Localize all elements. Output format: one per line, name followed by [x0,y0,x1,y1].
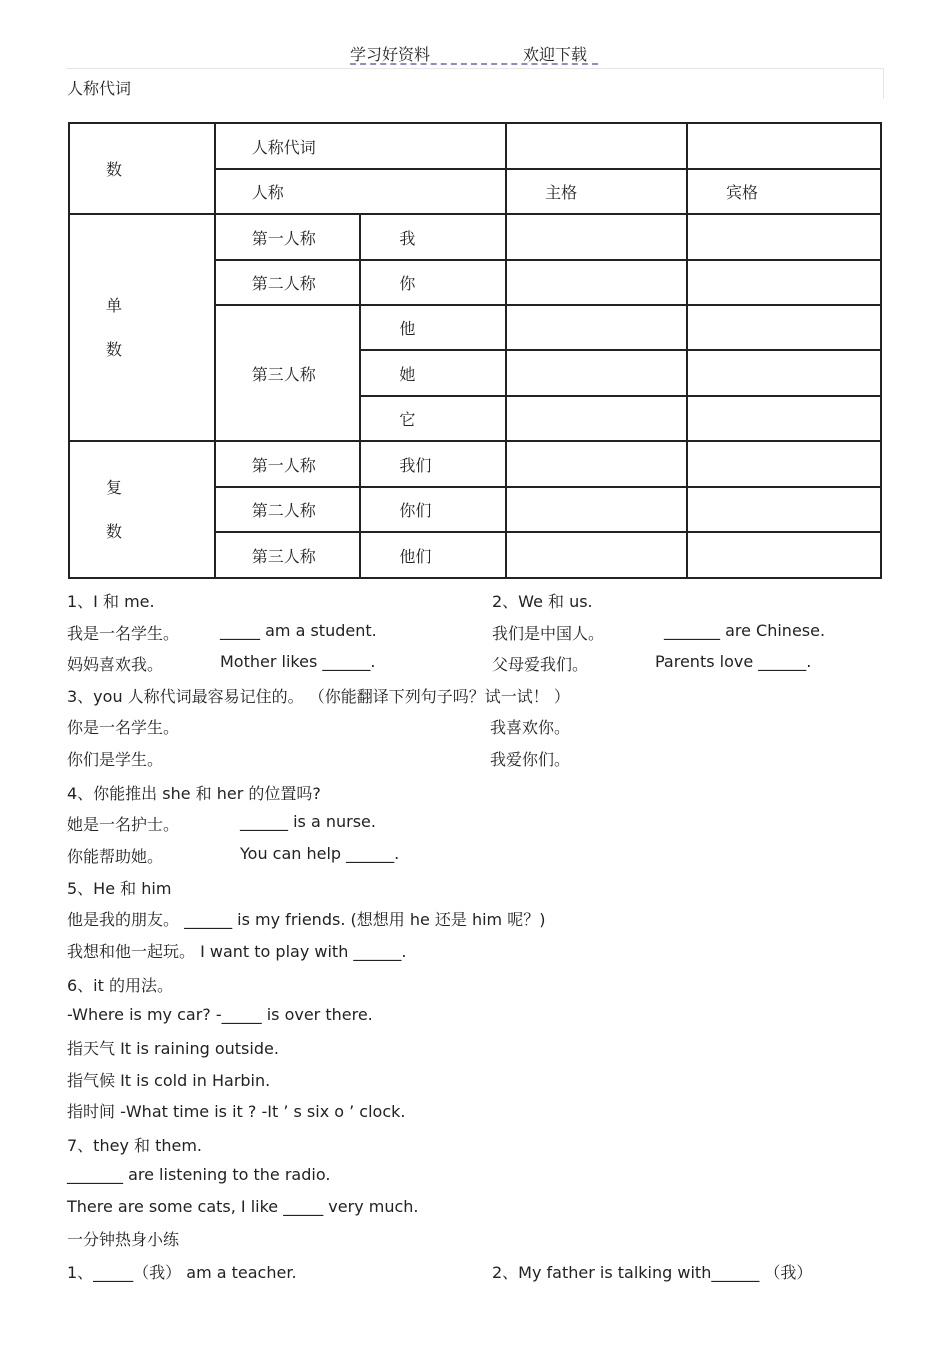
table-cell [506,123,687,169]
q3-b: 我喜欢你。 [490,718,571,737]
q1-title: 1、I 和 me. [67,592,155,611]
q2-en2: Parents love ______. [655,652,812,671]
singular-label-2: 数 [106,339,123,359]
table-row [69,123,881,169]
q5-line2: 我想和他一起玩。 I want to play with ______. [67,942,407,961]
header-right-text: 欢迎下载 [523,45,588,64]
warmup-item-1: 1、_____（我） am a teacher. [67,1263,297,1282]
person-cell: 第三人称 [215,305,361,441]
answer-cell [506,214,687,260]
person-cell: 第一人称 [215,214,361,260]
q7-line1: _______ are listening to the radio. [67,1165,331,1184]
word-cell: 他们 [360,532,506,578]
word-cell: 你们 [360,487,506,532]
answer-cell [506,305,687,350]
answer-cell [687,441,881,487]
header-left-text: 学习好资料 [350,45,431,64]
q7-title: 7、they 和 them. [67,1136,203,1155]
q4-en2: You can help ______. [240,844,400,863]
header-underline [350,63,598,65]
pronoun-table [68,122,882,579]
q6-line4: 指时间 -What time is it ? -It ’ s six o ’ clock. [67,1102,406,1121]
header-object-cell: 宾格 [687,169,881,214]
plural-label-2: 数 [106,521,123,541]
header-pronoun-cell: 人称代词 [215,123,506,169]
q5-line1: 他是我的朋友。 ______ is my friends. (想想用 he 还是 him 呢？) [67,910,546,929]
q6-title: 6、it 的用法。 [67,976,173,995]
q3-a: 你是一名学生。 [67,718,180,737]
answer-cell [687,487,881,532]
word-cell: 它 [360,396,506,441]
page-title: 人称代词 [67,79,132,98]
answer-cell [506,487,687,532]
q1-zh1: 我是一名学生。 [67,624,180,643]
header-person-cell: 人称 [215,169,506,214]
q3-d: 我爱你们。 [490,750,571,769]
q4-title: 4、你能推出 she 和 her 的位置吗? [67,784,321,803]
word-cell: 她 [360,350,506,396]
person-cell: 第三人称 [215,532,361,578]
q4-zh2: 你能帮助她。 [67,847,164,866]
q2-zh1: 我们是中国人。 [492,624,605,643]
header-subject-cell: 主格 [506,169,687,214]
singular-label-1: 单 [106,295,123,315]
q7-line2: There are some cats, I like _____ very much. [67,1197,419,1216]
answer-cell [687,350,881,396]
answer-cell [687,396,881,441]
answer-cell [506,350,687,396]
q3-c: 你们是学生。 [67,750,164,769]
q1-en1: _____ am a student. [220,621,377,640]
header-number-cell: 数 [69,123,215,214]
q4-en1: ______ is a nurse. [240,812,376,831]
answer-cell [687,260,881,305]
person-cell: 第二人称 [215,487,361,532]
q6-line3: 指气候 It is cold in Harbin. [67,1071,271,1090]
plural-label-1: 复 [106,477,123,497]
singular-label-cell [69,214,215,441]
q4-zh1: 她是一名护士。 [67,815,180,834]
word-cell: 我们 [360,441,506,487]
table-row [69,441,881,487]
page-header [0,42,950,68]
person-cell: 第二人称 [215,260,361,305]
answer-cell [687,532,881,578]
q6-line1: -Where is my car? -_____ is over there. [67,1005,373,1024]
answer-cell [687,214,881,260]
q2-zh2: 父母爱我们。 [492,655,589,674]
warmup-item-2: 2、My father is talking with______ （我） [492,1263,813,1282]
answer-cell [506,532,687,578]
plural-label-cell [69,441,215,578]
answer-cell [506,260,687,305]
answer-cell [687,305,881,350]
warmup-title: 一分钟热身小练 [67,1230,180,1249]
q6-line2: 指天气 It is raining outside. [67,1039,279,1058]
word-cell: 我 [360,214,506,260]
q1-zh2: 妈妈喜欢我。 [67,655,164,674]
answer-cell [506,441,687,487]
q2-title: 2、We 和 us. [492,592,593,611]
title-frame [66,68,884,99]
table-cell [687,123,881,169]
table-row [69,214,881,260]
q2-en1: _______ are Chinese. [664,621,826,640]
q5-title: 5、He 和 him [67,879,172,898]
word-cell: 他 [360,305,506,350]
word-cell: 你 [360,260,506,305]
person-cell: 第一人称 [215,441,361,487]
q3-title: 3、you 人称代词最容易记住的。 （你能翻译下列句子吗？试一试！ ） [67,687,570,706]
q1-en2: Mother likes ______. [220,652,376,671]
answer-cell [506,396,687,441]
